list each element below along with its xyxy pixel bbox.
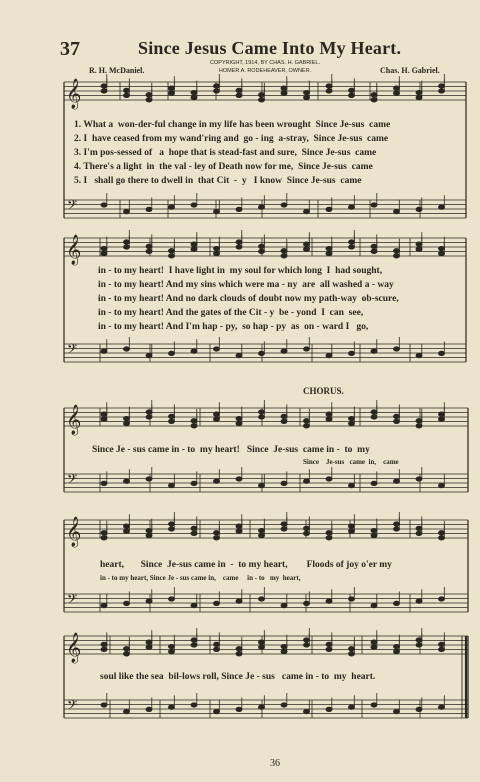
bass-note — [236, 207, 242, 211]
alto-note — [259, 533, 265, 537]
alto-note — [394, 91, 400, 95]
bass-note — [169, 483, 175, 487]
bass-note — [146, 353, 152, 357]
treble-note — [259, 640, 265, 644]
alto-note — [439, 647, 445, 651]
bass-note — [326, 477, 332, 481]
treble-note — [394, 522, 400, 526]
treble-note — [124, 647, 130, 651]
page-number: 36 — [270, 758, 280, 769]
bass-note — [394, 347, 400, 351]
treble-note — [124, 88, 130, 92]
bass-note — [371, 349, 377, 353]
chorus-line-2-alto: in - to my heart, Since Je - sus came in, came in - to my heart, — [100, 574, 301, 582]
bass-clef-icon: 𝄢 — [67, 471, 78, 490]
bass-note — [281, 481, 287, 485]
copyright-line-1: COPYRIGHT, 1914, BY CHAS. H. GABRIEL. — [210, 60, 320, 66]
treble-note — [349, 524, 355, 528]
alto-note — [304, 643, 310, 647]
verse-1-line-a: 1. What a won-der-ful change in my life has been wrought Since Je-sus came — [74, 120, 391, 130]
alto-note — [146, 645, 152, 649]
treble-note — [146, 640, 152, 644]
chorus-line-3: soul like the sea bil-lows roll, Since Je - sus came in - to my heart. — [100, 672, 376, 682]
bass-note — [416, 599, 422, 603]
chorus-label: CHORUS. — [303, 386, 344, 396]
alto-note — [214, 89, 220, 93]
bass-note — [281, 203, 287, 207]
hymn-number: 37 — [60, 38, 80, 60]
treble-clef-icon: 𝄞 — [66, 633, 82, 663]
bass-note — [259, 351, 265, 355]
bass-note — [191, 349, 197, 353]
treble-note — [124, 416, 130, 420]
bass-note — [349, 205, 355, 209]
bass-note — [281, 603, 287, 607]
treble-note — [191, 419, 197, 423]
bass-note — [349, 351, 355, 355]
alto-note — [169, 527, 175, 531]
treble-note — [304, 90, 310, 94]
alto-note — [191, 247, 197, 251]
alto-note — [326, 647, 332, 651]
bass-note — [259, 483, 265, 487]
bass-note — [326, 599, 332, 603]
alto-note — [214, 536, 220, 540]
treble-note — [146, 244, 152, 248]
treble-note — [394, 86, 400, 90]
treble-note — [236, 88, 242, 92]
treble-note — [439, 84, 445, 88]
treble-note — [349, 416, 355, 420]
bass-note — [236, 707, 242, 711]
bass-clef-icon: 𝄢 — [67, 697, 78, 716]
bass-note — [304, 601, 310, 605]
alto-note — [101, 647, 107, 651]
verse-1-line-b: in - to my heart! I have light in my soul for which long I had sought, — [98, 266, 383, 276]
alto-note — [191, 531, 197, 535]
bass-note — [304, 479, 310, 483]
bass-note — [416, 707, 422, 711]
alto-note — [439, 251, 445, 255]
bass-note — [259, 205, 265, 209]
alto-note — [191, 424, 197, 428]
treble-clef-icon: 𝄞 — [66, 517, 82, 547]
treble-note — [236, 240, 242, 244]
treble-note — [191, 242, 197, 246]
alto-note — [371, 645, 377, 649]
alto-note — [416, 95, 422, 99]
bass-note — [439, 483, 445, 487]
bass-note — [349, 483, 355, 487]
treble-note — [169, 522, 175, 526]
alto-note — [326, 536, 332, 540]
treble-note — [326, 246, 332, 250]
treble-note — [326, 412, 332, 416]
treble-note — [101, 642, 107, 646]
bass-note — [214, 209, 220, 213]
bass-note — [281, 349, 287, 353]
alto-note — [281, 527, 287, 531]
alto-note — [304, 531, 310, 535]
bass-note — [394, 479, 400, 483]
alto-note — [416, 531, 422, 535]
alto-note — [124, 529, 130, 533]
treble-note — [146, 410, 152, 414]
bass-note — [191, 703, 197, 707]
treble-note — [304, 638, 310, 642]
treble-note — [349, 88, 355, 92]
bass-note — [281, 703, 287, 707]
alto-note — [169, 649, 175, 653]
treble-note — [416, 242, 422, 246]
bass-note — [101, 481, 107, 485]
alto-note — [146, 533, 152, 537]
alto-note — [124, 421, 130, 425]
treble-note — [146, 528, 152, 532]
treble-note — [281, 644, 287, 648]
alto-note — [259, 249, 265, 253]
bass-note — [394, 709, 400, 713]
treble-note — [326, 84, 332, 88]
bass-note — [259, 597, 265, 601]
bass-note — [439, 705, 445, 709]
alto-note — [349, 421, 355, 425]
treble-note — [214, 246, 220, 250]
bass-note — [124, 347, 130, 351]
alto-note — [326, 417, 332, 421]
treble-note — [281, 249, 287, 253]
alto-note — [349, 529, 355, 533]
bass-clef-icon: 𝄢 — [67, 591, 78, 610]
bass-note — [101, 703, 107, 707]
bass-note — [169, 351, 175, 355]
bass-note — [214, 347, 220, 351]
alto-note — [416, 424, 422, 428]
treble-note — [304, 526, 310, 530]
alto-note — [281, 91, 287, 95]
bass-note — [394, 601, 400, 605]
bass-note — [146, 707, 152, 711]
bass-note — [191, 203, 197, 207]
treble-note — [259, 410, 265, 414]
treble-note — [304, 419, 310, 423]
bass-note — [326, 207, 332, 211]
alto-note — [169, 254, 175, 258]
treble-note — [191, 638, 197, 642]
treble-note — [191, 526, 197, 530]
bass-note — [371, 703, 377, 707]
treble-note — [326, 642, 332, 646]
alto-note — [259, 98, 265, 102]
bass-note — [146, 599, 152, 603]
alto-note — [191, 95, 197, 99]
bass-note — [214, 709, 220, 713]
bass-note — [146, 207, 152, 211]
treble-note — [236, 647, 242, 651]
hymn-title: Since Jesus Came Into My Heart. — [138, 38, 402, 58]
treble-note — [416, 526, 422, 530]
treble-note — [371, 640, 377, 644]
treble-note — [191, 90, 197, 94]
treble-note — [439, 642, 445, 646]
bass-note — [326, 353, 332, 357]
bass-note — [416, 353, 422, 357]
treble-note — [281, 86, 287, 90]
bass-clef-icon: 𝄢 — [67, 341, 78, 360]
treble-note — [214, 84, 220, 88]
treble-note — [281, 522, 287, 526]
bass-note — [191, 603, 197, 607]
alto-note — [124, 93, 130, 97]
treble-note — [169, 644, 175, 648]
alto-note — [169, 91, 175, 95]
bass-note — [349, 597, 355, 601]
bass-note — [124, 601, 130, 605]
verse-5-line-b: in - to my heart! And I'm hap - py, so hap - py as on - ward I go, — [98, 322, 369, 332]
alto-note — [101, 536, 107, 540]
alto-note — [191, 643, 197, 647]
treble-note — [416, 419, 422, 423]
treble-note — [214, 412, 220, 416]
alto-note — [214, 251, 220, 255]
treble-note — [416, 638, 422, 642]
bass-note — [236, 353, 242, 357]
alto-note — [349, 245, 355, 249]
treble-note — [304, 242, 310, 246]
verse-2-line-b: in - to my heart! And my sins which were ma - ny are all washed a - way — [98, 280, 394, 290]
bass-note — [101, 603, 107, 607]
alto-note — [259, 415, 265, 419]
bass-note — [439, 205, 445, 209]
treble-note — [371, 244, 377, 248]
chorus-line-1-alto: Since Je-sus came in, came — [303, 458, 399, 466]
bass-note — [169, 597, 175, 601]
treble-note — [236, 416, 242, 420]
bass-note — [259, 705, 265, 709]
bass-note — [101, 203, 107, 207]
treble-clef-icon: 𝄞 — [66, 235, 82, 265]
bass-note — [304, 209, 310, 213]
alto-note — [236, 245, 242, 249]
alto-note — [236, 421, 242, 425]
author-credit: R. H. McDaniel. — [89, 66, 145, 75]
bass-note — [191, 481, 197, 485]
treble-note — [394, 249, 400, 253]
treble-note — [214, 531, 220, 535]
treble-note — [124, 524, 130, 528]
treble-note — [371, 410, 377, 414]
treble-note — [124, 240, 130, 244]
bass-note — [214, 601, 220, 605]
alto-note — [371, 415, 377, 419]
alto-note — [146, 98, 152, 102]
alto-note — [101, 251, 107, 255]
treble-note — [394, 414, 400, 418]
alto-note — [394, 527, 400, 531]
treble-note — [439, 246, 445, 250]
composer-credit: Chas. H. Gabriel. — [380, 66, 440, 75]
alto-note — [101, 89, 107, 93]
chorus-line-2: heart, Since Je-sus came in - to my heart, Floods of joy o'er my — [100, 560, 392, 570]
treble-note — [259, 244, 265, 248]
verse-5-line-a: 5. I shall go there to dwell in that Cit - y I know Since Je-sus came — [74, 176, 362, 186]
bass-note — [236, 477, 242, 481]
alto-note — [236, 93, 242, 97]
treble-note — [259, 93, 265, 97]
alto-note — [146, 415, 152, 419]
alto-note — [146, 249, 152, 253]
treble-note — [349, 240, 355, 244]
bass-note — [146, 477, 152, 481]
bass-note — [304, 347, 310, 351]
alto-note — [394, 649, 400, 653]
alto-note — [281, 649, 287, 653]
alto-note — [439, 89, 445, 93]
bass-note — [371, 203, 377, 207]
alto-note — [281, 419, 287, 423]
treble-note — [101, 412, 107, 416]
bass-note — [124, 209, 130, 213]
bass-note — [304, 709, 310, 713]
treble-note — [101, 531, 107, 535]
bass-note — [101, 349, 107, 353]
alto-note — [394, 419, 400, 423]
alto-note — [304, 247, 310, 251]
alto-note — [169, 419, 175, 423]
treble-note — [394, 644, 400, 648]
treble-note — [416, 90, 422, 94]
alto-note — [439, 417, 445, 421]
treble-note — [259, 528, 265, 532]
alto-note — [326, 251, 332, 255]
verse-3-line-a: 3. I'm pos-sessed of a hope that is stead-fast and sure, Since Je-sus came — [74, 148, 377, 158]
alto-note — [281, 254, 287, 258]
alto-note — [214, 417, 220, 421]
alto-note — [416, 247, 422, 251]
verse-4-line-b: in - to my heart! And the gates of the Cit - y be - yond I can see, — [98, 308, 364, 318]
alto-note — [371, 249, 377, 253]
bass-note — [439, 597, 445, 601]
treble-note — [326, 531, 332, 535]
treble-note — [371, 93, 377, 97]
treble-note — [439, 412, 445, 416]
copyright-line-2: HOMER A. RODEHEAVER, OWNER. — [218, 68, 312, 74]
alto-note — [371, 98, 377, 102]
bass-note — [439, 351, 445, 355]
treble-note — [371, 528, 377, 532]
alto-note — [214, 647, 220, 651]
alto-note — [349, 652, 355, 656]
alto-note — [349, 93, 355, 97]
bass-note — [124, 709, 130, 713]
bass-note — [169, 705, 175, 709]
treble-note — [101, 246, 107, 250]
bass-note — [124, 479, 130, 483]
bass-note — [169, 205, 175, 209]
alto-note — [371, 533, 377, 537]
alto-note — [259, 645, 265, 649]
bass-clef-icon: 𝄢 — [67, 197, 78, 216]
bass-note — [236, 599, 242, 603]
verse-4-line-a: 4. There's a light in the val - ley of Death now for me, Since Je-sus came — [74, 162, 373, 172]
bass-note — [371, 603, 377, 607]
bass-note — [416, 477, 422, 481]
treble-note — [349, 647, 355, 651]
treble-note — [169, 86, 175, 90]
alto-note — [394, 254, 400, 258]
alto-note — [124, 652, 130, 656]
alto-note — [304, 424, 310, 428]
alto-note — [236, 529, 242, 533]
chorus-line-1: Since Je - sus came in - to my heart! Since Je-sus came in - to my — [92, 445, 370, 455]
treble-note — [439, 531, 445, 535]
bass-note — [416, 207, 422, 211]
alto-note — [326, 89, 332, 93]
treble-note — [214, 642, 220, 646]
bass-note — [326, 707, 332, 711]
alto-note — [304, 95, 310, 99]
treble-note — [281, 414, 287, 418]
bass-note — [214, 479, 220, 483]
verse-3-line-b: in - to my heart! And no dark clouds of doubt now my path-way ob-scure, — [98, 294, 399, 304]
verse-2-line-a: 2. I have ceased from my wand'ring and go - ing a-stray, Since Je-sus came — [74, 134, 389, 144]
treble-note — [169, 249, 175, 253]
treble-note — [169, 414, 175, 418]
alto-note — [439, 536, 445, 540]
treble-clef-icon: 𝄞 — [66, 405, 82, 435]
bass-note — [394, 209, 400, 213]
alto-note — [236, 652, 242, 656]
bass-note — [349, 705, 355, 709]
treble-note — [236, 524, 242, 528]
alto-note — [124, 245, 130, 249]
alto-note — [416, 643, 422, 647]
alto-note — [101, 417, 107, 421]
treble-note — [101, 84, 107, 88]
bass-note — [371, 481, 377, 485]
treble-clef-icon: 𝄞 — [66, 79, 82, 109]
treble-note — [146, 93, 152, 97]
